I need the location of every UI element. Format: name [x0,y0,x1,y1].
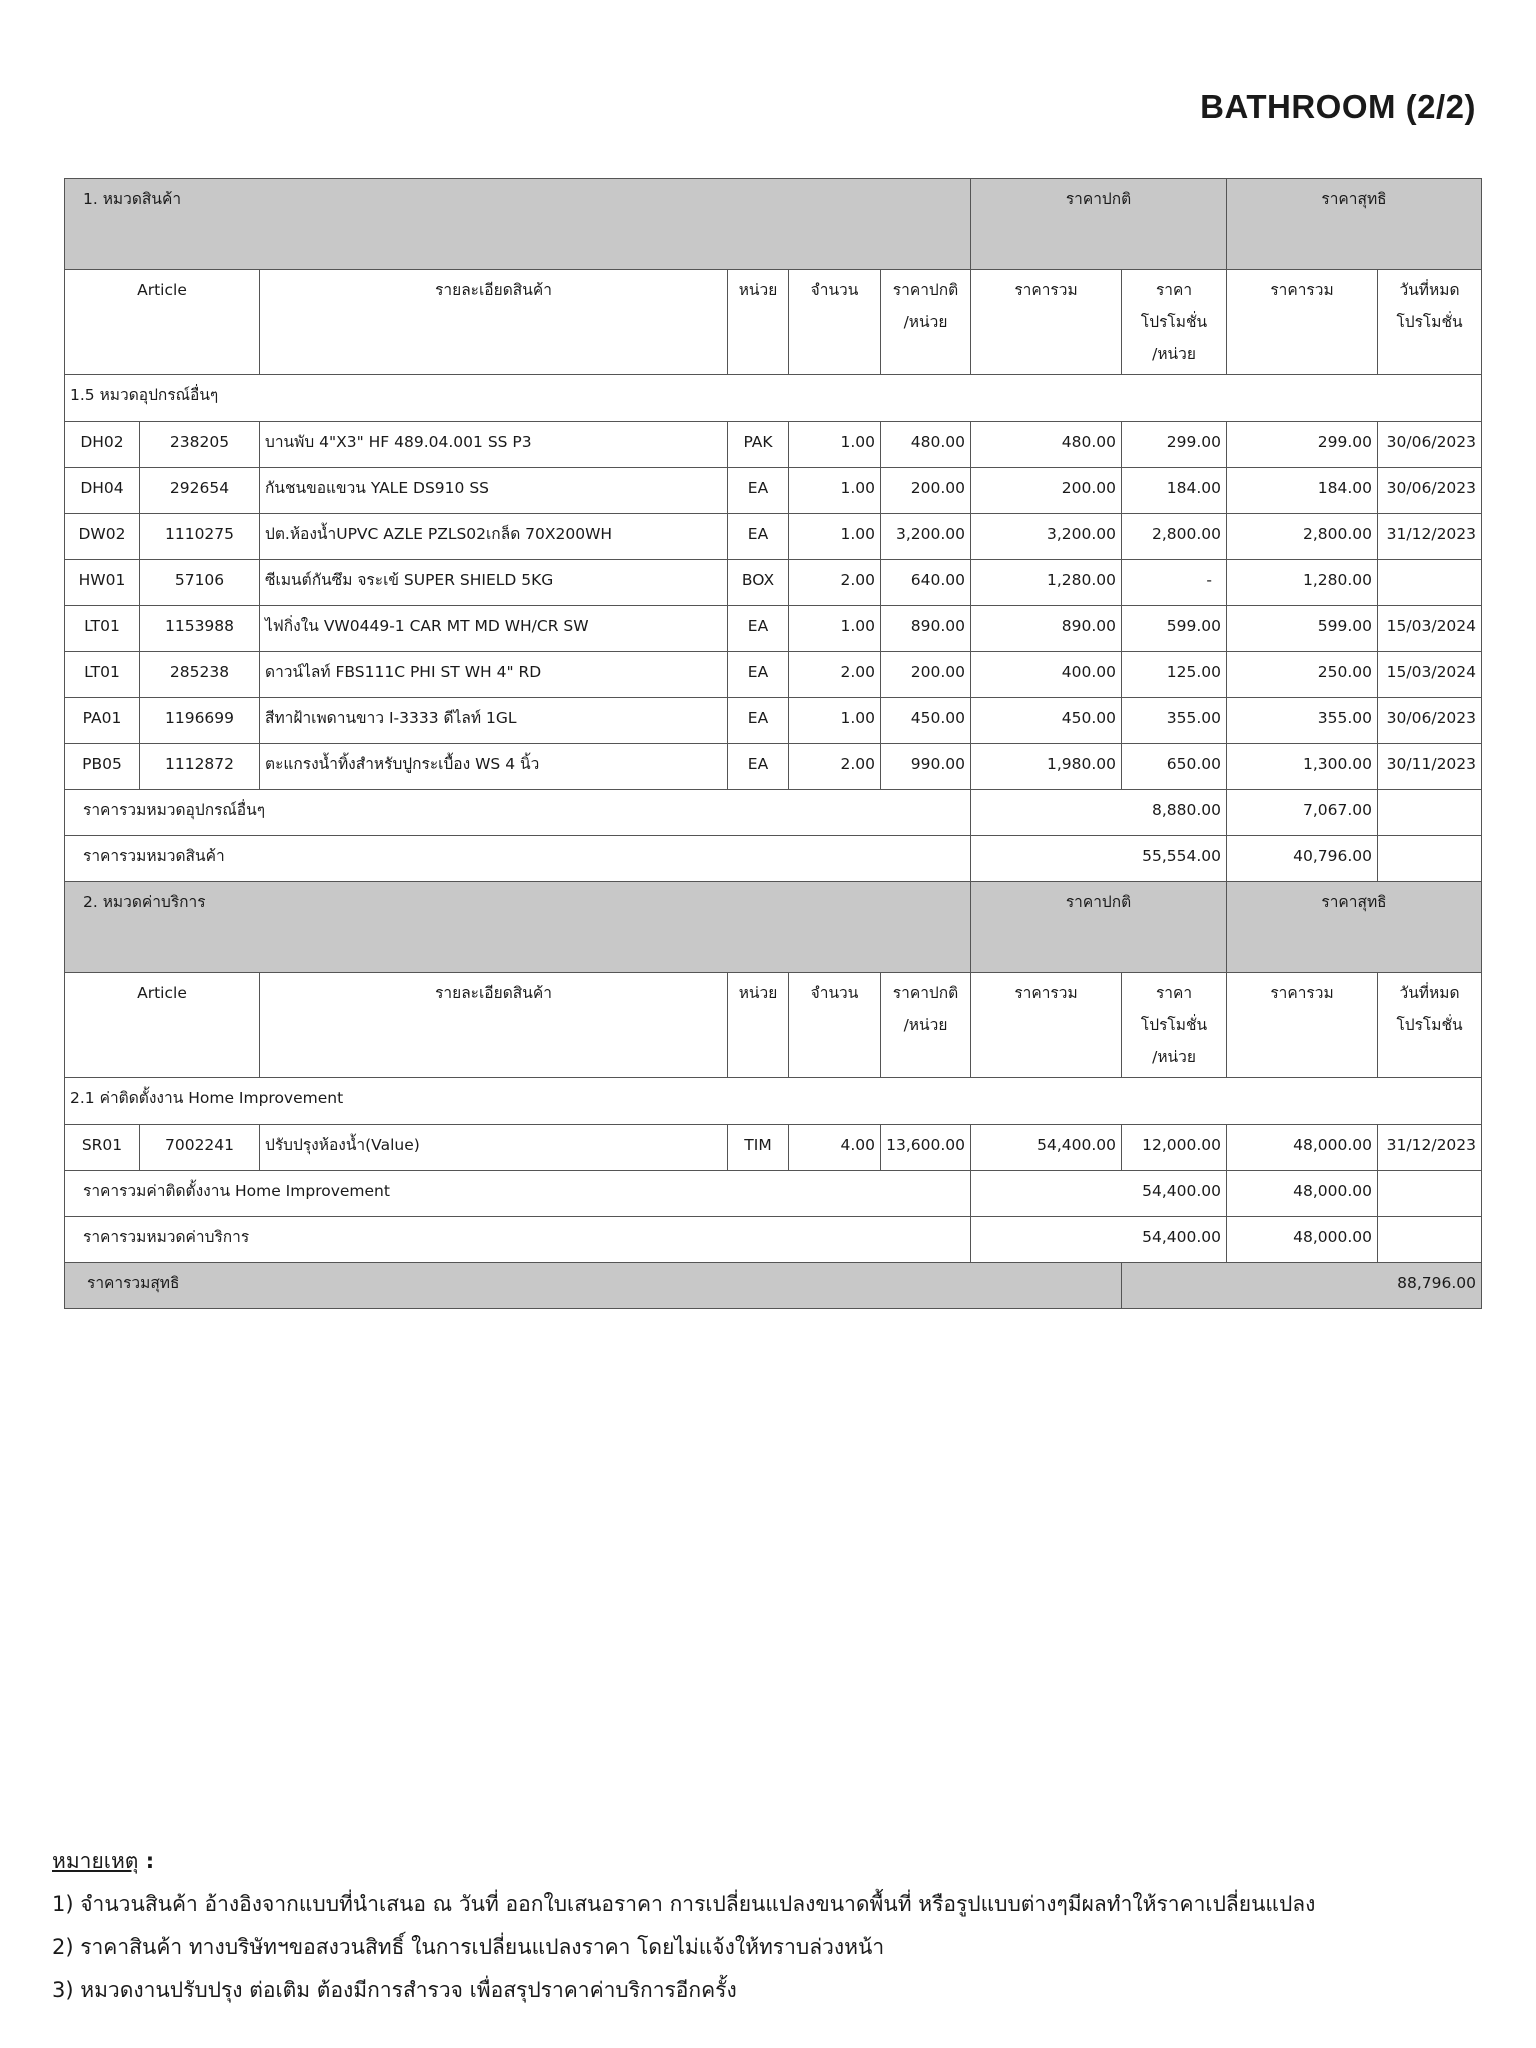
item-code: LT01 [65,606,140,652]
item-promo-price: 650.00 [1122,744,1227,790]
promo-end-header [1378,973,1482,1078]
section-title: 2. หมวดค่าบริการ [65,882,971,973]
item-qty: 2.00 [789,652,881,698]
note-line-3: 3) หมวดงานปรับปรุง ต่อเติม ต้องมีการสำรวจ เพื่อสรุปราคาค่าบริการอีกครั้ง [52,1978,737,2002]
unit-price-header-line-1: ราคาปกติ [892,984,959,1002]
item-total: 890.00 [971,606,1122,652]
category-total-net: 48,000.00 [1227,1217,1378,1263]
table-row [65,1125,1482,1171]
note-line-1: 1) จำนวนสินค้า อ้างอิงจากแบบที่นำเสนอ ณ วันที่ ออกใบเสนอราคา การเปลี่ยนแปลงขนาดพื้นที่ หรือรูปแบบต่างๆมีผลทำให้ราคาเปลี่ยนแปลง [52,1892,1316,1916]
promo-price-header-line-3: /หน่วย [1152,1048,1196,1066]
promo-end-header-line-1: วันที่หมด [1399,984,1460,1002]
subcategory-row-1 [65,375,1482,422]
promo-end-header [1378,270,1482,375]
unit-price-header [881,973,971,1078]
item-promo-price: 2,800.00 [1122,514,1227,560]
item-promo-total: 48,000.00 [1227,1125,1378,1171]
item-promo-total: 2,800.00 [1227,514,1378,560]
item-total: 400.00 [971,652,1122,698]
item-qty: 1.00 [789,698,881,744]
table-row [65,698,1482,744]
unit-price-header [881,270,971,375]
column-header-row-2 [65,973,1482,1078]
promo-total-header: ราคารวม [1227,973,1378,1078]
subcategory-label: 1.5 หมวดอุปกรณ์อื่นๆ [65,375,1482,422]
category-total-row-2 [65,1217,1482,1263]
grand-total-value: 88,796.00 [1122,1263,1482,1309]
item-article: 1196699 [140,698,260,744]
item-promo-end: 15/03/2024 [1378,652,1482,698]
item-unit-price: 450.00 [881,698,971,744]
promo-end-header-line-2: โปรโมชั่น [1396,313,1463,331]
item-promo-total: 599.00 [1227,606,1378,652]
description-header: รายละเอียดสินค้า [260,973,728,1078]
category-total-net: 40,796.00 [1227,836,1378,882]
item-article: 7002241 [140,1125,260,1171]
item-qty: 2.00 [789,744,881,790]
item-promo-total: 299.00 [1227,422,1378,468]
subcategory-row-2 [65,1078,1482,1125]
promo-price-header-line-2: โปรโมชั่น [1140,313,1208,331]
item-code: PB05 [65,744,140,790]
subcategory-label: 2.1 ค่าติดตั้งงาน Home Improvement [65,1078,1482,1125]
unit-price-header-line-1: ราคาปกติ [892,281,959,299]
item-promo-end [1378,560,1482,606]
item-unit: EA [728,606,789,652]
subtotal-label: ราคารวมหมวดอุปกรณ์อื่นๆ [65,790,971,836]
promo-price-header [1122,973,1227,1078]
price-net-header: ราคาสุทธิ [1227,179,1482,270]
item-article: 1110275 [140,514,260,560]
subtotal-net: 48,000.00 [1227,1171,1378,1217]
item-promo-end: 30/11/2023 [1378,744,1482,790]
column-header-row-1 [65,270,1482,375]
section-title: 1. หมวดสินค้า [65,179,971,270]
notes-title-line [52,1840,1315,1883]
item-article: 1153988 [140,606,260,652]
item-promo-end: 15/03/2024 [1378,606,1482,652]
note-line-2: 2) ราคาสินค้า ทางบริษัทฯขอสงวนสิทธิ์ ในการเปลี่ยนแปลงราคา โดยไม่แจ้งให้ทราบล่วงหน้า [52,1935,885,1959]
unit-header: หน่วย [728,973,789,1078]
item-code: DH02 [65,422,140,468]
item-description: บานพับ 4"X3" HF 489.04.001 SS P3 [260,422,728,468]
item-total: 480.00 [971,422,1122,468]
category-total-label: ราคารวมหมวดสินค้า [65,836,971,882]
qty-header: จำนวน [789,270,881,375]
item-qty: 1.00 [789,422,881,468]
item-code: DH04 [65,468,140,514]
item-unit-price: 200.00 [881,468,971,514]
item-unit: EA [728,744,789,790]
promo-price-header-line-1: ราคา [1155,281,1193,299]
item-description: ปรับปรุงห้องน้ำ(Value) [260,1125,728,1171]
item-total: 1,280.00 [971,560,1122,606]
item-total: 3,200.00 [971,514,1122,560]
item-promo-end: 30/06/2023 [1378,468,1482,514]
item-unit-price: 13,600.00 [881,1125,971,1171]
subtotal-empty [1378,1171,1482,1217]
item-description: กันชนขอแขวน YALE DS910 SS [260,468,728,514]
price-normal-header: ราคาปกติ [971,882,1227,973]
unit-price-header-line-2: /หน่วย [903,313,948,331]
item-article: 57106 [140,560,260,606]
item-promo-total: 250.00 [1227,652,1378,698]
price-normal-header: ราคาปกติ [971,179,1227,270]
table-row [65,606,1482,652]
item-description: ตะแกรงน้ำทิ้งสำหรับปูกระเบื้อง WS 4 นิ้ว [260,744,728,790]
item-promo-price: 299.00 [1122,422,1227,468]
item-unit: BOX [728,560,789,606]
item-qty: 1.00 [789,514,881,560]
grand-total-row [65,1263,1482,1309]
price-net-header: ราคาสุทธิ [1227,882,1482,973]
item-qty: 1.00 [789,606,881,652]
item-promo-price: - [1122,560,1227,606]
item-promo-price: 355.00 [1122,698,1227,744]
description-header: รายละเอียดสินค้า [260,270,728,375]
item-promo-end: 31/12/2023 [1378,1125,1482,1171]
item-promo-total: 1,300.00 [1227,744,1378,790]
unit-price-header-line-2: /หน่วย [903,1016,948,1034]
item-code: LT01 [65,652,140,698]
subtotal-row-1 [65,790,1482,836]
grand-total-label: ราคารวมสุทธิ [65,1263,1122,1309]
table-row [65,652,1482,698]
item-article: 238205 [140,422,260,468]
item-unit-price: 640.00 [881,560,971,606]
category-total-empty [1378,1217,1482,1263]
promo-total-header: ราคารวม [1227,270,1378,375]
item-unit-price: 990.00 [881,744,971,790]
article-header: Article [65,973,260,1078]
item-code: HW01 [65,560,140,606]
item-unit: EA [728,514,789,560]
total-header: ราคารวม [971,973,1122,1078]
item-unit-price: 480.00 [881,422,971,468]
item-article: 292654 [140,468,260,514]
category-total-empty [1378,836,1482,882]
subtotal-row-2 [65,1171,1482,1217]
item-promo-price: 12,000.00 [1122,1125,1227,1171]
item-code: DW02 [65,514,140,560]
quotation-table [64,178,1482,1309]
table-row [65,744,1482,790]
item-description: ไฟกิ่งใน VW0449-1 CAR MT MD WH/CR SW [260,606,728,652]
table-row [65,468,1482,514]
item-qty: 2.00 [789,560,881,606]
table-row [65,514,1482,560]
item-description: ดาวน์ไลท์ FBS111C PHI ST WH 4" RD [260,652,728,698]
item-unit-price: 200.00 [881,652,971,698]
item-promo-end: 30/06/2023 [1378,422,1482,468]
item-unit: EA [728,652,789,698]
item-promo-price: 184.00 [1122,468,1227,514]
item-promo-price: 125.00 [1122,652,1227,698]
category-total-normal: 54,400.00 [971,1217,1227,1263]
item-code: PA01 [65,698,140,744]
item-total: 54,400.00 [971,1125,1122,1171]
item-promo-total: 184.00 [1227,468,1378,514]
subtotal-net: 7,067.00 [1227,790,1378,836]
item-unit-price: 3,200.00 [881,514,971,560]
section-header-2 [65,882,1482,973]
promo-price-header-line-1: ราคา [1155,984,1193,1002]
notes-colon: : [138,1849,155,1873]
item-article: 285238 [140,652,260,698]
table-row [65,560,1482,606]
item-unit: EA [728,468,789,514]
qty-header: จำนวน [789,973,881,1078]
category-total-normal: 55,554.00 [971,836,1227,882]
subtotal-normal: 8,880.00 [971,790,1227,836]
promo-price-header-line-2: โปรโมชั่น [1140,1016,1208,1034]
item-unit-price: 890.00 [881,606,971,652]
item-qty: 1.00 [789,468,881,514]
item-description: ซีเมนต์กันซึม จระเข้ SUPER SHIELD 5KG [260,560,728,606]
item-unit: TIM [728,1125,789,1171]
promo-end-header-line-2: โปรโมชั่น [1396,1016,1463,1034]
item-promo-total: 1,280.00 [1227,560,1378,606]
table-row [65,422,1482,468]
item-article: 1112872 [140,744,260,790]
item-description: ปต.ห้องน้ำUPVC AZLE PZLS02เกล็ด 70X200WH [260,514,728,560]
total-header: ราคารวม [971,270,1122,375]
item-total: 1,980.00 [971,744,1122,790]
page-title: BATHROOM (2/2) [1200,88,1476,125]
item-promo-total: 355.00 [1227,698,1378,744]
notes [52,1840,1315,2012]
quotation-table-body [65,179,1482,1309]
item-qty: 4.00 [789,1125,881,1171]
subtotal-normal: 54,400.00 [971,1171,1227,1217]
promo-price-header [1122,270,1227,375]
category-total-row-1 [65,836,1482,882]
section-header-1 [65,179,1482,270]
promo-price-header-line-3: /หน่วย [1152,345,1196,363]
unit-header: หน่วย [728,270,789,375]
item-unit: EA [728,698,789,744]
category-total-label: ราคารวมหมวดค่าบริการ [65,1217,971,1263]
subtotal-label: ราคารวมค่าติดตั้งงาน Home Improvement [65,1171,971,1217]
item-unit: PAK [728,422,789,468]
subtotal-empty [1378,790,1482,836]
item-total: 200.00 [971,468,1122,514]
item-promo-price: 599.00 [1122,606,1227,652]
article-header: Article [65,270,260,375]
item-total: 450.00 [971,698,1122,744]
promo-end-header-line-1: วันที่หมด [1399,281,1460,299]
item-promo-end: 30/06/2023 [1378,698,1482,744]
notes-title: หมายเหตุ [52,1849,139,1873]
item-promo-end: 31/12/2023 [1378,514,1482,560]
item-description: สีทาฝ้าเพดานขาว I-3333 ดีไลท์ 1GL [260,698,728,744]
item-code: SR01 [65,1125,140,1171]
